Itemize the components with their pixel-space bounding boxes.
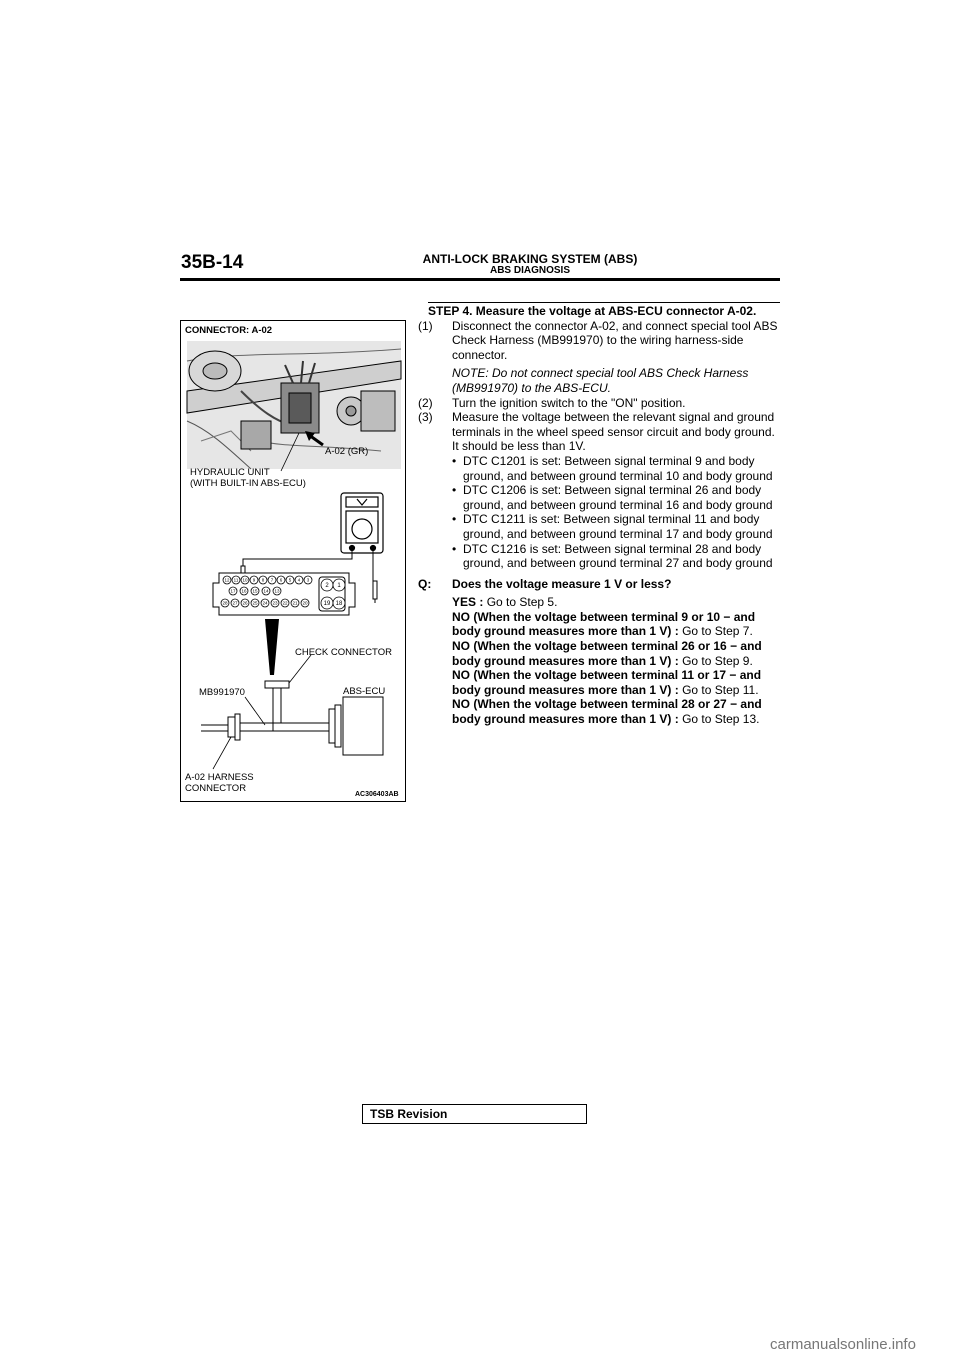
step-item-number: (1) [418, 318, 433, 333]
harness-label: A-02 HARNESS [185, 772, 254, 783]
header-rule [180, 278, 780, 281]
step-item-number: (3) [418, 410, 433, 425]
bullet-icon: • [452, 512, 457, 527]
step-item-text: Turn the ignition switch to the "ON" position. [452, 395, 686, 410]
connector-pin-label: 28 [222, 600, 228, 606]
dtc-bullet [452, 512, 782, 541]
connector-pin-label: 10 [242, 577, 248, 583]
engine-bay-photo [187, 341, 401, 469]
answer [452, 697, 782, 726]
step-note: NOTE: Do not connect special tool ABS Check Harness (MB991970) to the ABS-ECU. [452, 366, 749, 395]
figure-code: AC306403AB [355, 791, 399, 798]
bullet-icon: • [452, 541, 457, 556]
section-title: ANTI-LOCK BRAKING SYSTEM (ABS) [422, 252, 638, 266]
step-item-text: Disconnect the connector A-02, and connect special tool ABS Check Harness (MB991970) to the wiring harness-side connector. [452, 318, 778, 362]
section-subtitle: ABS DIAGNOSIS [489, 265, 570, 276]
connector-title: CONNECTOR: A-02 [185, 325, 273, 336]
dtc-text: DTC C1206 is set: Between signal terminal 26 and body ground, and between ground terminal 16 and body ground [463, 483, 773, 512]
harness-sublabel: CONNECTOR [185, 783, 247, 794]
connector-pin-label: 11 [233, 577, 239, 583]
connector-pin-label: 9 [252, 577, 256, 583]
answer-condition: NO (When the voltage between terminal 26 or 16 − and body ground measures more than 1 V) : [452, 639, 762, 668]
question [418, 577, 782, 592]
connector-pin-label: 16 [241, 588, 247, 594]
connector-pin-label: 25 [252, 600, 258, 606]
watermark: carmanualsonline.info [770, 1336, 916, 1353]
connector-pin-label: 22 [282, 600, 288, 606]
step-item-text: Measure the voltage between the relevant signal and ground terminals in the wheel speed sensor circuit and body ground. It should be less than 1V. [452, 410, 775, 454]
dtc-bullet [452, 542, 782, 571]
voltmeter-icon [341, 493, 383, 553]
answer [452, 668, 782, 697]
answer [452, 595, 782, 610]
answer-action: Go to Step 13. [682, 712, 760, 727]
connector-tag: A-02 (GR) [325, 446, 369, 457]
dtc-bullet [452, 483, 782, 512]
connector-pin-label: 19 [323, 601, 331, 608]
answer-action: Go to Step 9. [682, 653, 753, 668]
connector-pin-label: 2 [325, 583, 329, 590]
connector-pin-label: 12 [224, 577, 230, 583]
dtc-text: DTC C1201 is set: Between signal terminal 9 and body ground, and between ground terminal 10 and body ground [463, 453, 773, 483]
connector-pin-label: 21 [292, 600, 298, 606]
connector-pin-label: 26 [242, 600, 248, 606]
connector-pin-label: 20 [302, 600, 308, 606]
connector-pin-label: 24 [262, 600, 268, 606]
connector-pin-label: 5 [288, 577, 292, 583]
connector-figure [180, 320, 406, 802]
dtc-text: DTC C1216 is set: Between signal terminal 28 and body ground, and between ground terminal 27 and body ground [463, 541, 773, 571]
answer-condition: YES : [452, 595, 484, 610]
dtc-text: DTC C1211 is set: Between signal terminal 11 and body ground, and between ground terminal 17 and body ground [463, 512, 773, 541]
bullet-icon: • [452, 483, 457, 498]
probe-wire-1 [243, 551, 352, 573]
step-rule [428, 302, 780, 303]
connector-pin-label: 4 [297, 577, 301, 583]
page-title [380, 253, 680, 277]
connector-pin-label: 17 [230, 588, 236, 594]
connector-pin-label: 23 [272, 600, 278, 606]
step-item [418, 410, 782, 454]
connector-pin-label: 1 [337, 583, 341, 590]
connector-pin-label: 27 [232, 600, 238, 606]
step-item [418, 396, 782, 411]
question-label: Q: [418, 576, 432, 591]
connector-pin-label: 13 [274, 588, 280, 594]
step-title: STEP 4. Measure the voltage at ABS-ECU connector A-02. [428, 304, 757, 318]
connector-pin-label: 7 [270, 577, 274, 583]
connector-pin-label: 3 [306, 577, 310, 583]
tool-label: MB991970 [199, 687, 245, 698]
connector-pin-label: 8 [261, 577, 265, 583]
hydraulic-unit-sublabel: (WITH BUILT-IN ABS-ECU) [190, 478, 306, 489]
check-connector-label: CHECK CONNECTOR [295, 647, 392, 658]
answer [452, 610, 782, 639]
answer [452, 639, 782, 668]
answer-action: Go to Step 5. [486, 595, 558, 610]
connector-pin-label: 15 [252, 588, 258, 594]
connector-pin-label: 18 [335, 601, 343, 608]
bullet-icon: • [452, 453, 457, 468]
step-item [418, 319, 782, 363]
answer-action: Go to Step 11. [682, 682, 759, 697]
question-text: Does the voltage measure 1 V or less? [452, 576, 672, 591]
procedure-content [418, 304, 782, 727]
hydraulic-unit-label: HYDRAULIC UNIT [190, 467, 270, 478]
answer-condition: NO (When the voltage between terminal 9 or 10 − and body ground measures more than 1 V) : [452, 609, 756, 639]
step-item-number: (2) [418, 395, 433, 410]
connector-pin-label: 6 [279, 577, 283, 583]
abs-ecu-label: ABS-ECU [343, 686, 386, 697]
connector-pointer [265, 619, 279, 675]
tsb-revision-box: TSB Revision [362, 1104, 587, 1124]
answer-condition: NO (When the voltage between terminal 28 or 27 − and body ground measures more than 1 V) : [452, 697, 762, 727]
page-code: 35B-14 [181, 252, 244, 273]
answer-action: Go to Step 7. [682, 624, 753, 639]
answer-condition: NO (When the voltage between terminal 11 or 17 − and body ground measures more than 1 V) : [452, 668, 762, 697]
figure-illustration [181, 321, 407, 803]
connector-pin-label: 14 [263, 588, 269, 594]
dtc-bullet [452, 454, 782, 483]
